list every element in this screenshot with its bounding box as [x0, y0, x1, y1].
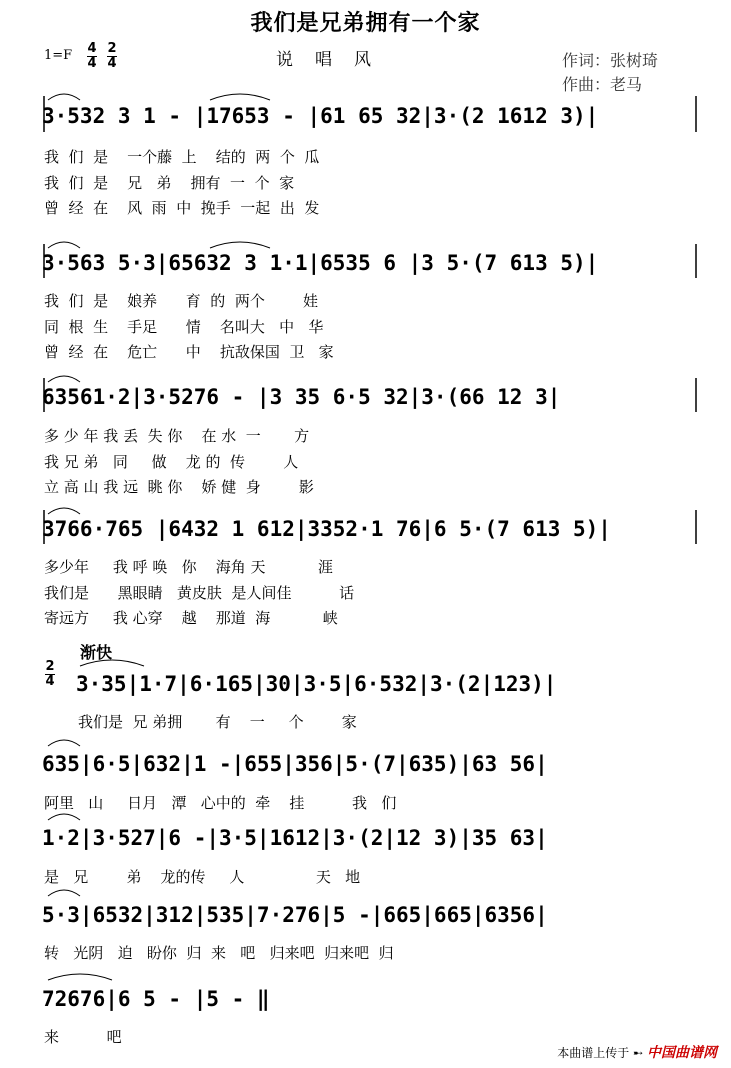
- tie-slur: [48, 890, 80, 896]
- lyric-line: 我 们 是 娘养 育 的 两个 娃: [44, 292, 318, 310]
- tie-slur: [48, 740, 80, 746]
- lyric-line: 曾 经 在 危亡 中 抗敌保国 卫 家: [44, 343, 334, 361]
- meter-bottom: 4: [45, 674, 55, 689]
- notation-line: 3·563 5·3|65632 3 1·1|6535 6 |3 5·(7 613 5)|: [42, 251, 599, 275]
- tie-slur: [80, 660, 144, 666]
- lyric-line: 立 高 山 我 远 眺 你 娇 健 身 影: [44, 478, 314, 496]
- lyric-line: 多 少 年 我 丢 失 你 在 水 一 方: [44, 427, 310, 445]
- lyric-line: 我 们 是 兄 弟 拥有 一 个 家: [44, 174, 295, 192]
- meter-top: 2: [107, 41, 117, 56]
- tie-slur: [48, 242, 80, 248]
- notation-line: 72676|6 5 - |5 - ‖: [42, 987, 270, 1011]
- footer-brand: 中国曲谱网: [647, 1045, 717, 1061]
- notation-line: 635|6·5|632|1 -|655|356|5·(7|635)|63 56|: [42, 752, 548, 776]
- lyric-line: 阿里 山 日月 潭 心中的 牵 挂 我 们: [44, 794, 397, 812]
- notation-line: 3·532 3 1 - |17653 - |61 65 32|3·(2 1612 3)|: [42, 104, 599, 128]
- lyric-line: 曾 经 在 风 雨 中 挽手 一起 出 发: [44, 199, 320, 217]
- tie-slur: [210, 94, 270, 100]
- lyric-line: 来 吧: [44, 1028, 122, 1046]
- lyric-line: 我 们 是 一个藤 上 结的 两 个 瓜: [44, 148, 320, 166]
- lyric-line: 我们是 兄 弟拥 有 一 个 家: [78, 713, 357, 731]
- style-label: 说唱风: [276, 50, 393, 70]
- tie-slur: [210, 242, 270, 248]
- tempo-marking: 渐快: [80, 643, 113, 662]
- lyricist-credit: 作词：张树琦: [562, 51, 659, 70]
- meter-bottom: 4: [87, 56, 97, 71]
- tie-slur: [48, 814, 80, 820]
- tie-slur: [48, 508, 80, 514]
- brand-logo-icon: ➸: [633, 1046, 644, 1060]
- tie-slur: [48, 376, 80, 382]
- lyric-line: 是 兄 弟 龙的传 人 天 地: [44, 868, 361, 886]
- composer-credit: 作曲：老马: [562, 75, 643, 94]
- notation-line: 63561·2|3·5276 - |3 35 6·5 32|3·(66 12 3|: [42, 385, 561, 409]
- lyric-line: 同 根 生 手足 情 名叫大 中 华: [44, 318, 324, 336]
- lyric-line: 寄远方 我 心穿 越 那道 海 峡: [44, 609, 338, 627]
- meter-bottom: 4: [107, 56, 117, 71]
- notation-line: 5·3|6532|312|535|7·276|5 -|665|665|6356|: [42, 903, 548, 927]
- lyric-line: 我们是 黑眼睛 黄皮肤 是人间佳 话: [44, 584, 355, 602]
- footer: [557, 1042, 717, 1062]
- lyric-line: 多少年 我 呼 唤 你 海角 天 涯: [44, 558, 333, 576]
- footer-text: 本曲谱上传于: [557, 1046, 630, 1060]
- lyric-line: 转 光阴 迫 盼你 归 来 吧 归来吧 归来吧 归: [44, 944, 394, 962]
- lyric-line: 我 兄 弟 同 做 龙 的 传 人: [44, 453, 299, 471]
- key-signature: 1=F: [44, 48, 73, 63]
- notation-line: 3·35|1·7|6·165|30|3·5|6·532|3·(2|123)|: [76, 672, 557, 696]
- notation-line: 1·2|3·527|6 -|3·5|1612|3·(2|12 3)|35 63|: [42, 826, 548, 850]
- notation-line: 3766·765 |6432 1 612|3352·1 76|6 5·(7 613 5)|: [42, 517, 611, 541]
- song-title: 我们是兄弟拥有一个家: [250, 11, 481, 36]
- tie-slur: [48, 974, 112, 980]
- tie-slur: [48, 94, 80, 100]
- meter-top: 4: [87, 41, 97, 56]
- meter-top: 2: [45, 659, 55, 674]
